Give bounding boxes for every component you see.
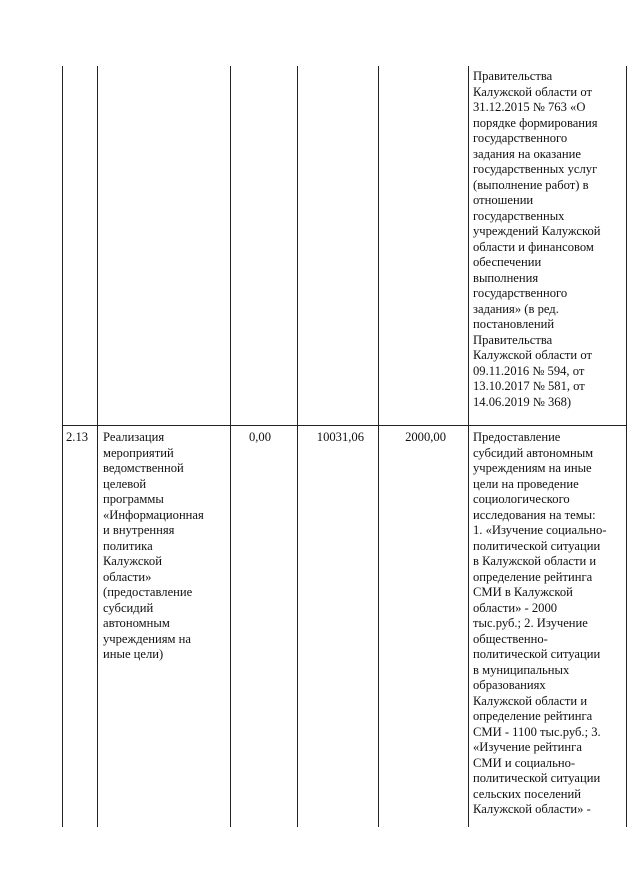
- column-divider-2: [230, 66, 231, 827]
- table-border-right: [626, 66, 627, 827]
- row-number: 2.13: [66, 430, 89, 444]
- basis-text: Предоставление субсидий автономным учреждениям на иные цели на проведение социологического исследования на темы: 1. «Изучение социально- политической ситуации в Калужской области и определение рейтинга СМИ в Калужской области» - 2000 тыс.руб.; 2. Изучение общественно- политической ситуации в муниципальных образованиях Калужской области и определение рейтинга СМИ - 1100 тыс.руб.; 3. «Изучение рейтинга СМИ и социально- политической ситуации сельских поселений Калужской области» -: [473, 430, 607, 816]
- measure-name: Реализация мероприятий ведомственной целевой программы «Информационная и внутренняя политика Калужской области» (предоставление субсидий автономным учреждениям на иные цели): [103, 430, 204, 661]
- column-divider-1: [97, 66, 98, 827]
- table-border-left: [62, 66, 63, 827]
- value-cell-1: 0,00: [248, 430, 271, 444]
- row-separator: [62, 425, 627, 426]
- column-divider-5: [468, 66, 469, 827]
- basis-text-continued: Правительства Калужской области от 31.12.2015 № 763 «О порядке формирования государственного задания на оказание государственных услуг (выполнение работ) в отношении государственных учреждений Калужской области и финансовом обеспечении выполнения государственного задания» (в ред. постановлений Правительства Калужской области от 09.11.2016 № 594, от 13.10.2017 № 581, от 14.06.2019 № 368): [473, 69, 601, 409]
- column-divider-4: [378, 66, 379, 827]
- value-cell-2: 10031,06: [316, 430, 364, 444]
- column-divider-3: [297, 66, 298, 827]
- value-cell-3: 2000,00: [405, 430, 446, 444]
